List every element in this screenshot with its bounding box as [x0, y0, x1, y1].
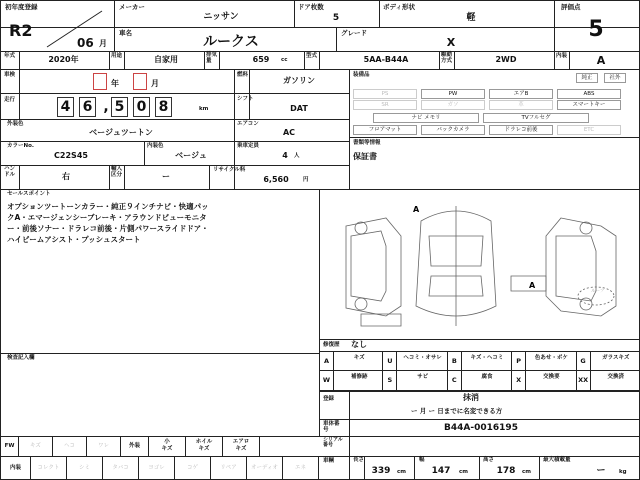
legend-code: P: [512, 352, 526, 371]
drive-label: 駆動方式: [441, 52, 453, 64]
equipment-item: エアB: [489, 89, 553, 99]
fuel: ガソリン: [283, 76, 315, 85]
docs: 保証書: [353, 152, 377, 161]
interior-item: ヨゴレ: [139, 457, 175, 480]
legend-cell: [577, 351, 640, 371]
inspect-month-box: [133, 73, 147, 90]
inspect-year-unit: 年: [111, 79, 119, 88]
mileage-digit: 6: [79, 97, 96, 117]
legend-cell: [383, 371, 447, 391]
handle-label: ハンドル: [4, 166, 16, 178]
reg-year: R2: [9, 21, 33, 40]
exterior-item-sub: キズ: [235, 446, 247, 452]
interior-item: オーディオ: [247, 457, 283, 480]
color-code-label: カラーNo.: [7, 143, 34, 149]
legend-cell: [577, 371, 640, 391]
inspect-month-unit: 月: [151, 79, 159, 88]
legend-cell: [448, 351, 512, 371]
maker-label: メーカー: [119, 3, 145, 11]
height-unit: cm: [522, 469, 531, 475]
fuel-label: 燃料: [237, 72, 249, 78]
exterior-item-sub: キズ: [198, 446, 210, 452]
exterior-row-label: 外装: [121, 437, 149, 456]
drive: 2WD: [495, 55, 517, 64]
legend-cell: [319, 351, 383, 371]
ac-label: エアコン: [237, 121, 259, 127]
interior-item: リペア: [211, 457, 247, 480]
import-label: 輸入区分: [111, 166, 123, 178]
carname: ルークス: [203, 34, 259, 50]
interior-item: エネ: [283, 457, 319, 480]
fw-item: ワレ: [87, 437, 121, 456]
width-unit: cm: [459, 469, 468, 475]
doors-label: ドア枚数: [298, 3, 324, 11]
chassis-value: B44A-0016195: [444, 423, 518, 433]
grade-eval: 5: [588, 17, 604, 42]
interior-color-label: 内装色: [147, 143, 164, 149]
length-unit: cm: [397, 469, 406, 475]
exterior-item-name: ホイル: [195, 439, 213, 445]
mileage-digit: 5: [111, 97, 128, 117]
equipment-item: ABS: [557, 89, 621, 99]
mileage-unit: km: [199, 106, 209, 112]
ac: AC: [282, 128, 296, 137]
interior-item: タバコ: [103, 457, 139, 480]
disp: 659: [252, 55, 270, 64]
exterior-color: ベージュツートン: [89, 128, 153, 137]
interior: A: [596, 54, 606, 67]
legend-code: XX: [577, 371, 591, 390]
legend-name: キズ・ヘコミ: [470, 355, 504, 361]
sales-line: ハイビームアシスト・プッシュスタート: [7, 235, 141, 244]
exterior-item-name: 小: [164, 439, 170, 445]
chassis-label: 車体番号: [323, 421, 340, 433]
equipment-item: バックカメラ: [421, 125, 485, 135]
legend-code: G: [577, 352, 591, 371]
slash-divider: [37, 9, 107, 49]
legend-name: 交換済: [607, 374, 625, 380]
repair-label: 修復歴: [323, 342, 340, 348]
interior-color: ベージュ: [175, 151, 207, 160]
equipment-item: フロアマット: [353, 125, 417, 135]
equipment-item: TVフルセグ: [483, 113, 589, 123]
disp-unit: cc: [281, 57, 288, 63]
exterior-item: [186, 437, 223, 456]
legend-name: 腐食: [481, 374, 493, 380]
fw-item: キズ: [19, 437, 53, 456]
legend-code: S: [383, 371, 397, 390]
interior-row-label: 内装: [1, 457, 31, 480]
legend-cell: [448, 371, 512, 391]
year: 2020年: [48, 55, 79, 64]
docs-label: 書類等情報: [353, 140, 381, 146]
equipment-item: ガソ: [421, 100, 485, 110]
capacity-unit: 人: [294, 153, 300, 159]
legend-name: 色あせ・ボケ: [534, 355, 568, 361]
shift-label: シフト: [237, 96, 254, 102]
registration-label: 登録: [323, 396, 335, 402]
legend-name: キズ: [353, 355, 365, 361]
width-label: 幅: [419, 457, 425, 463]
mileage-digit: 4: [57, 97, 74, 117]
damage-mark-a2: A: [529, 281, 536, 290]
carname-label: 車名: [119, 29, 132, 37]
length: 339: [371, 466, 391, 476]
height-label: 高さ: [483, 457, 495, 463]
legend-name: 補修跡: [350, 374, 368, 380]
legend-name: ガラスキズ: [602, 355, 630, 361]
roof-cloud-label: ルーフ: [591, 289, 605, 294]
capacity: 4: [282, 151, 288, 160]
recycle-label: リサイクル料: [213, 167, 246, 173]
equipment-item: ナビ メモリ: [373, 113, 479, 123]
height: 178: [496, 466, 516, 476]
reg-month-unit: 月: [99, 39, 107, 48]
equipment-item: SR: [353, 100, 417, 110]
exterior-item-sub: キズ: [161, 446, 173, 452]
legend-cell: [383, 351, 447, 371]
exterior-item: [149, 437, 186, 456]
maker: ニッサン: [203, 12, 239, 22]
year-label: 年式: [4, 53, 16, 59]
handle: 右: [62, 172, 70, 181]
fw-item: ヘコ: [53, 437, 87, 456]
legend-code: A: [320, 352, 334, 371]
equipment-item: スマートキー: [557, 100, 621, 110]
exterior-item-name: エアロ: [232, 439, 250, 445]
equipment-item: ドラレコ前後: [489, 125, 553, 135]
sales-line: オプションツートーンカラー・純正９インチナビ・快適パッ: [7, 202, 209, 211]
grade: X: [446, 36, 456, 49]
registration-value: 抹消: [463, 393, 479, 402]
reg-month: 06: [77, 36, 94, 50]
repair-value: なし: [351, 340, 367, 349]
legend-code: W: [320, 371, 334, 390]
legend-code: B: [448, 352, 462, 371]
length-label: 長さ: [353, 457, 365, 463]
car-damage-diagram: [331, 196, 631, 336]
damage-mark-a1: A: [413, 205, 420, 214]
legend-cell: [319, 371, 383, 391]
maxload-unit: kg: [619, 469, 627, 475]
first-reg-label: 初年度登録: [5, 3, 38, 11]
inspect-year-box: [93, 73, 107, 90]
equip-label: 装備品: [353, 72, 370, 78]
inspect-label: 車検: [4, 72, 16, 78]
grade-label: グレード: [341, 29, 367, 37]
model-label: 型式: [306, 53, 318, 59]
body-label: ボディ形状: [383, 3, 415, 11]
interior-label: 内装: [556, 53, 568, 59]
legend-cell: [512, 371, 576, 391]
equipment-item: ETC: [557, 125, 621, 135]
disp-label: 排気量: [206, 52, 218, 64]
model: 5AA-B44A: [363, 55, 409, 64]
exterior-item: [223, 437, 260, 456]
genuine-badge: 純正: [576, 73, 598, 83]
legend-code: X: [512, 371, 526, 390]
maxload: ー: [596, 466, 606, 476]
interior-item: コレクト: [31, 457, 67, 480]
serial-label: シリアル番号: [323, 437, 343, 448]
legend-name: サビ: [417, 374, 429, 380]
capacity-label: 乗車定員: [237, 143, 260, 149]
recycle-unit: 円: [303, 177, 309, 183]
dims-label: 車輌: [323, 458, 335, 464]
recycle: 6,560: [263, 175, 289, 184]
sales-line: クA・エマージェンシーブレーキ・アラウンドビューモニタ: [7, 213, 207, 222]
doors: 5: [332, 13, 340, 23]
legend-name: ヘコミ・オサレ: [403, 355, 442, 361]
color-code: C22S45: [54, 151, 88, 160]
mileage-digit: 0: [133, 97, 150, 117]
notes-label: 検査記入欄: [7, 355, 35, 361]
interior-item: コゲ: [175, 457, 211, 480]
aftermarket-badge: 社外: [604, 73, 626, 83]
maxload-label: 最大積載量: [543, 457, 571, 463]
import: ー: [162, 172, 170, 181]
mileage-separator: ,: [103, 99, 109, 115]
legend-code: U: [383, 352, 397, 371]
exterior-label: 外装色: [7, 121, 24, 127]
legend-code: C: [448, 371, 462, 390]
interior-item: シミ: [67, 457, 103, 480]
width: 147: [431, 466, 451, 476]
mileage-digit: 8: [155, 97, 172, 117]
legend-name: 交換要: [543, 374, 560, 380]
body: 軽: [466, 13, 476, 23]
shift: DAT: [290, 104, 308, 113]
equipment-item: 革: [489, 100, 553, 110]
registration-line: ー 月 ー 日までに名変できる方: [411, 407, 503, 415]
sales-line: ー・前後ソナー・ドラレコ前後・片側パワースライドドア・: [7, 224, 209, 233]
mileage-label: 走行: [4, 97, 16, 103]
equipment-item: PW: [421, 89, 485, 99]
equipment-item: PS: [353, 89, 417, 99]
sales-point-label: セールスポイント: [7, 191, 51, 197]
use: 自家用: [154, 55, 178, 64]
fw-label: FW: [1, 437, 19, 456]
legend-cell: [512, 351, 576, 371]
sales-point-text: [7, 201, 317, 245]
use-label: 用途: [111, 53, 123, 59]
grade-eval-label: 評価点: [561, 3, 581, 11]
